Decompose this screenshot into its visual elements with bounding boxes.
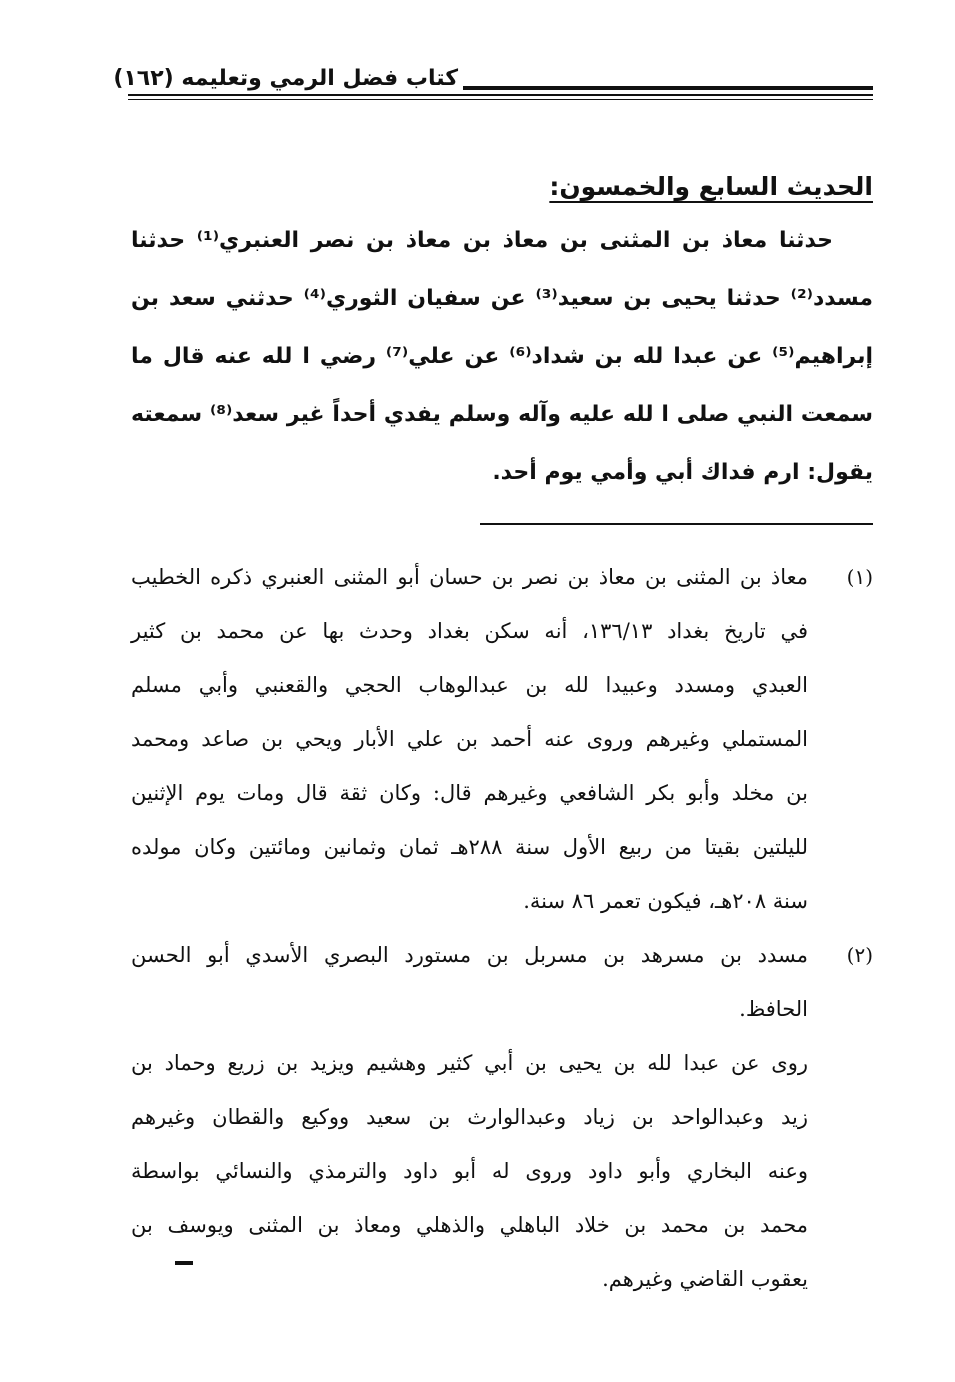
footnote-line: في تاريخ بغداد ١٣٦/١٣، أنه سكن بغداد وحدث بها عن محمد بن كثير bbox=[131, 619, 808, 643]
hadith-line: مسدد⁽²⁾ حدثنا يحيى بن سعيد⁽³⁾ عن سفيان الثوري⁽⁴⁾ حدثني سعد بن bbox=[131, 286, 873, 311]
footnote-line: بن مخلد وأبو بكر الشافعي وغيرهم قال: وكان ثقة قال ومات يوم الإثنين bbox=[131, 781, 808, 805]
header-rule bbox=[463, 86, 873, 90]
footnote-number: (٢) bbox=[846, 943, 873, 967]
footnote-line: الحافظ. bbox=[739, 997, 808, 1021]
footnote-line: معاذ بن المثنى بن معاذ بن نصر بن حسان أبو المثنى العنبري ذكره الخطيب bbox=[131, 565, 808, 589]
section-heading: الحديث السابع والخمسون: bbox=[549, 172, 873, 201]
footnote-line: وعنه البخاري وأبو داود وروى له أبو داود والترمذي والنسائي بواسطة bbox=[131, 1159, 808, 1183]
footnote-line: العبدي ومسدد وعبيدا لله بن عبدالوهاب الحجي والقعنبي وأبي مسلم bbox=[131, 673, 808, 697]
footnote-line: روى عن عبدا لله بن يحيى بن أبي كثير وهشيم ويزيد بن زريع وحماد بن bbox=[131, 1051, 808, 1075]
footnote-line: لليلتين بقيتا من ربيع الأول سنة ٢٨٨هـ ثمان وثمانين ومائتين وكان مولده bbox=[131, 835, 809, 859]
footnote-line: يعقوب القاضي وغيرهم. bbox=[602, 1267, 808, 1291]
hadith-text bbox=[131, 212, 873, 502]
continuation-dash bbox=[175, 1261, 193, 1265]
footnote-1 bbox=[131, 550, 873, 928]
hadith-line: حدثنا معاذ بن المثنى بن معاذ بن معاذ بن نصر العنبري⁽¹⁾ حدثنا bbox=[131, 228, 834, 253]
footnote-line: زيد وعبدالواحد بن زياد وعبدالوارث بن سعيد ووكيع والقطان وغيرهم bbox=[131, 1105, 808, 1129]
footnote-line: المستملي وغيرهم وروى عنه أحمد بن علي الأبار ويحي بن صاعد ومحمد bbox=[131, 727, 808, 751]
footnote-line: سنة ٢٠٨هـ، فيكون تعمر ٨٦ سنة. bbox=[523, 889, 808, 913]
footnote-line: مسدد بن مسرهد بن مسربل بن مستورد البصري الأسدي أبو الحسن bbox=[131, 943, 808, 967]
footnote-separator bbox=[480, 523, 873, 525]
hadith-line: يقول: ارم فداك أبي وأمي يوم أحد. bbox=[492, 460, 873, 485]
footnote-number: (١) bbox=[846, 565, 873, 589]
page-header bbox=[113, 62, 873, 102]
footnote-2 bbox=[131, 928, 873, 1306]
hadith-line: إبراهيم⁽⁵⁾ عن عبدا لله بن شداد⁽⁶⁾ عن علي⁽⁷⁾ رضي ا لله عنه قال ما bbox=[131, 344, 873, 369]
footnote-line: محمد بن محمد بن خلاد الباهلي والذهلي ومعاذ بن المثنى ويوسف بن bbox=[131, 1213, 808, 1237]
header-title: كتاب فضل الرمي وتعليمه (١٦٢) bbox=[113, 66, 458, 91]
header-rule-lower-2 bbox=[128, 99, 873, 100]
footnotes bbox=[131, 550, 873, 1306]
header-rule-lower bbox=[128, 94, 873, 96]
hadith-line: سمعت النبي صلى ا لله عليه وآله وسلم يفدي أحداً غير سعد⁽⁸⁾ سمعته bbox=[131, 402, 873, 427]
